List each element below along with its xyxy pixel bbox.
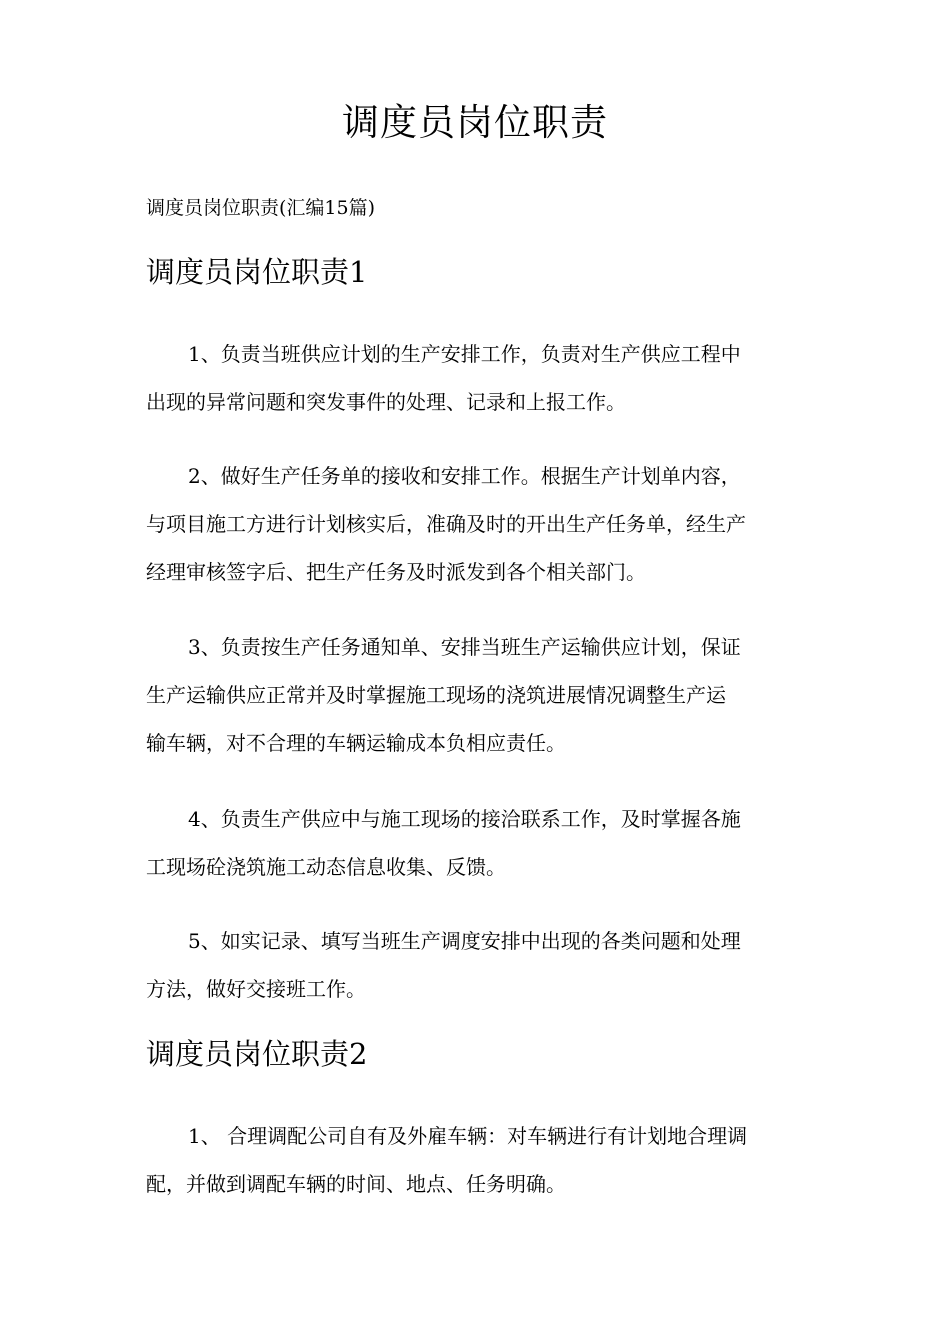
paragraph-2-1 bbox=[146, 1112, 810, 1208]
document-title: 调度员岗位职责 bbox=[342, 101, 608, 144]
paragraph-1-5 bbox=[146, 917, 810, 1013]
paragraph-line: 1、负责当班供应计划的生产安排工作，负责对生产供应工程中 bbox=[188, 342, 741, 366]
paragraph-line: 输车辆，对不合理的车辆运输成本负相应责任。 bbox=[146, 731, 566, 755]
paragraph-1-1 bbox=[146, 330, 810, 426]
paragraph-line: 生产运输供应正常并及时掌握施工现场的浇筑进展情况调整生产运 bbox=[146, 683, 726, 707]
paragraph-line: 3、负责按生产任务通知单、安排当班生产运输供应计划，保证 bbox=[188, 635, 741, 659]
paragraph-1-2 bbox=[146, 452, 810, 596]
paragraph-line: 1、 合理调配公司自有及外雇车辆：对车辆进行有计划地合理调 bbox=[188, 1124, 748, 1148]
paragraph-1-4 bbox=[146, 795, 810, 891]
document-subtitle: 调度员岗位职责(汇编15篇) bbox=[146, 197, 376, 219]
paragraph-line: 4、负责生产供应中与施工现场的接洽联系工作，及时掌握各施 bbox=[188, 807, 741, 831]
paragraph-line: 与项目施工方进行计划核实后，准确及时的开出生产任务单，经生产 bbox=[146, 512, 746, 536]
paragraph-line: 5、如实记录、填写当班生产调度安排中出现的各类问题和处理 bbox=[188, 929, 741, 953]
paragraph-line: 方法，做好交接班工作。 bbox=[146, 977, 366, 1001]
paragraph-line: 配，并做到调配车辆的时间、地点、任务明确。 bbox=[146, 1172, 566, 1196]
paragraph-line: 经理审核签字后、把生产任务及时派发到各个相关部门。 bbox=[146, 560, 646, 584]
paragraph-line: 工现场砼浇筑施工动态信息收集、反馈。 bbox=[146, 855, 506, 879]
section-heading-2: 调度员岗位职责2 bbox=[146, 1037, 368, 1071]
paragraph-line: 2、做好生产任务单的接收和安排工作。根据生产计划单内容， bbox=[188, 464, 741, 488]
paragraph-line: 出现的异常问题和突发事件的处理、记录和上报工作。 bbox=[146, 390, 626, 414]
paragraph-1-3 bbox=[146, 623, 810, 767]
section-heading-1: 调度员岗位职责1 bbox=[146, 255, 368, 289]
